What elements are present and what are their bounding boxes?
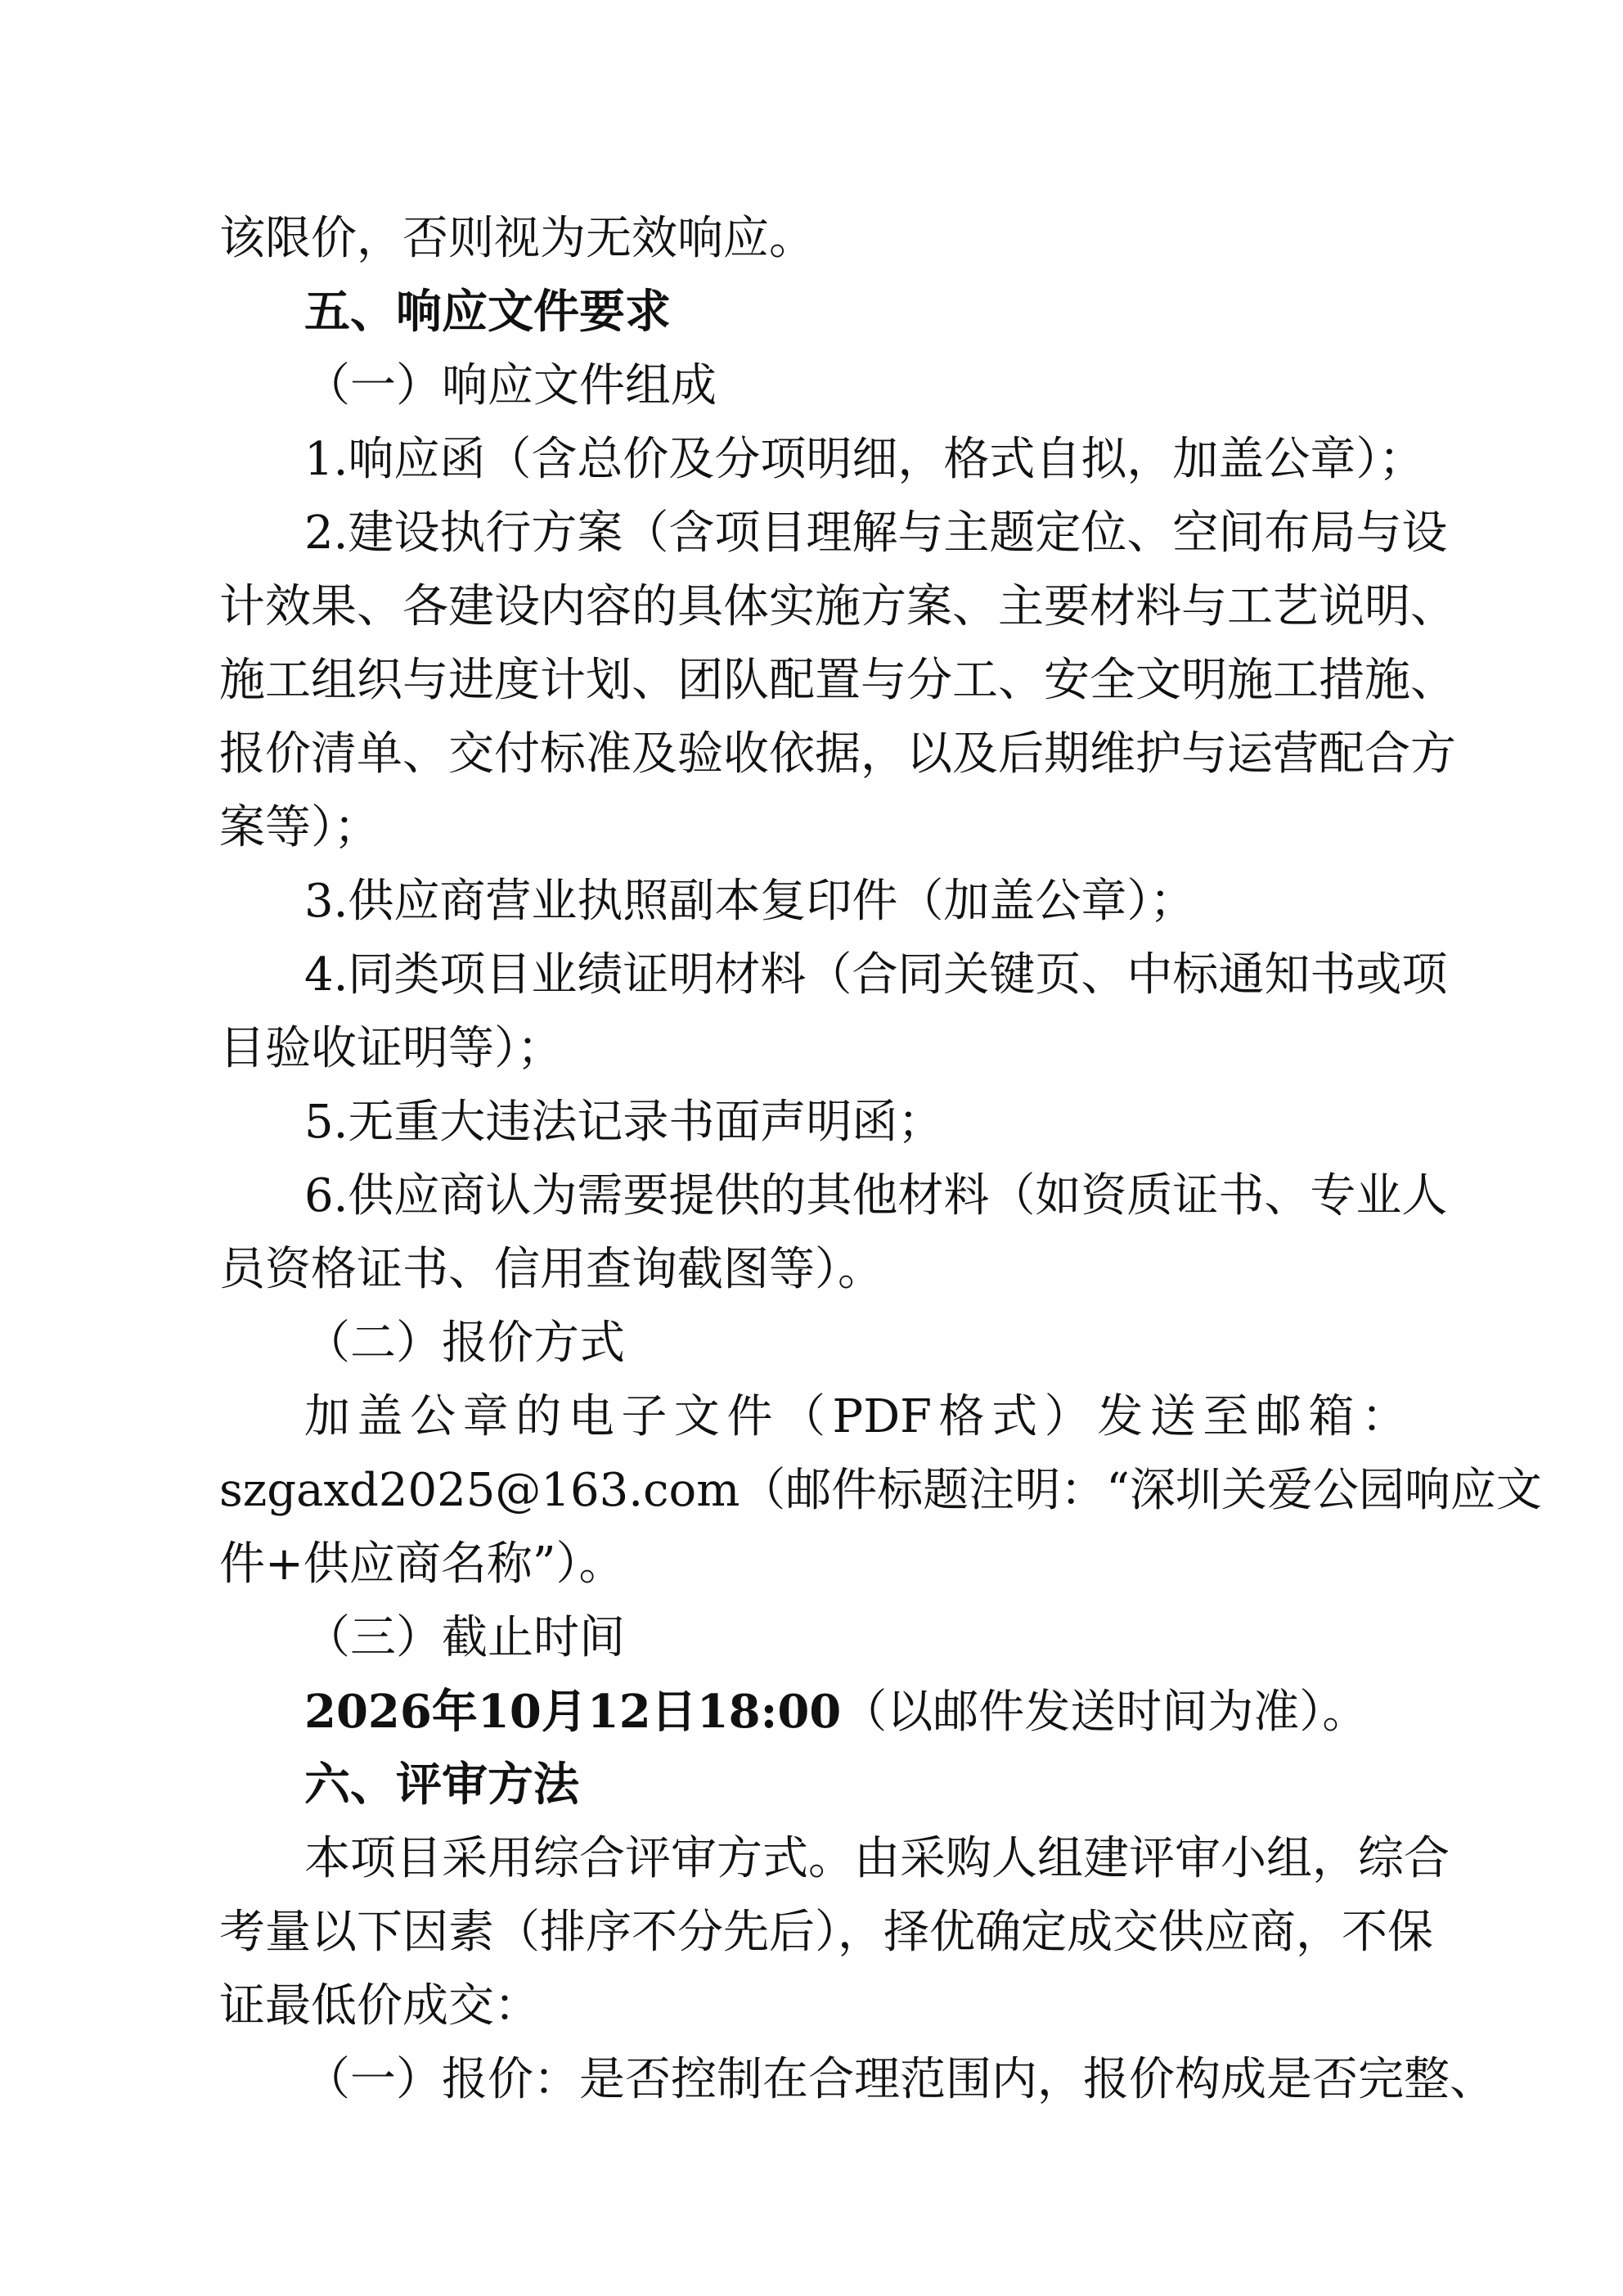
list-item: 4.同类项目业绩证明材料（合同关键页、中标通知书或项 [304,948,1448,1002]
list-item: 6.供应商认为需要提供的其他材料（如资质证书、专业人 [304,1169,1448,1222]
list-item-continued: 计效果、各建设内容的具体实施方案、主要材料与工艺说明、 [219,580,1456,633]
subsection-heading: （二）报价方式 [304,1317,625,1370]
list-item-continued: 员资格证书、信用查询截图等）。 [219,1243,883,1296]
section-heading: 六、评审方法 [304,1758,579,1812]
deadline-datetime: 2026年10月12日18:00 [304,1685,842,1739]
list-item-continued: 目验收证明等）； [219,1022,563,1075]
paragraph-line: 本项目采用综合评审方式。由采购人组建评审小组，综合 [304,1832,1450,1885]
list-item: 1.响应函（含总价及分项明细，格式自拟，加盖公章）； [304,433,1425,486]
paragraph-line: 件+供应商名称”）。 [219,1537,625,1591]
paragraph-line: 证最低价成交： [219,1979,540,2033]
deadline-note: （以邮件发送时间为准）。 [841,1686,1369,1739]
paragraph-line: szgaxd2025@163.com（邮件标题注明：“深圳关爱公园响应文 [219,1464,1542,1517]
paragraph-line: 该限价，否则视为无效响应。 [219,212,815,265]
paragraph-line: 考量以下因素（排序不分先后），择优确定成交供应商，不保 [219,1906,1433,1959]
list-item-continued: 案等）； [219,801,380,854]
paragraph-line: （一）报价：是否控制在合理范围内，报价构成是否完整、 [304,2053,1495,2106]
list-item: 3.供应商营业执照副本复印件（加盖公章）； [304,875,1196,928]
subsection-heading: （三）截止时间 [304,1611,625,1664]
list-item-continued: 报价清单、交付标准及验收依据，以及后期维护与运营配合方 [219,727,1456,781]
list-item: 5.无重大违法记录书面声明函； [304,1096,944,1149]
list-item: 2.建设执行方案（含项目理解与主题定位、空间布局与设 [304,506,1448,560]
section-heading: 五、响应文件要求 [304,286,671,339]
list-item-continued: 施工组织与进度计划、团队配置与分工、安全文明施工措施、 [219,654,1456,707]
subsection-heading: （一）响应文件组成 [304,359,717,412]
deadline-line [304,1672,1407,1751]
paragraph-line: 加盖公章的电子文件（PDF格式）发送至邮箱： [304,1390,1407,1443]
